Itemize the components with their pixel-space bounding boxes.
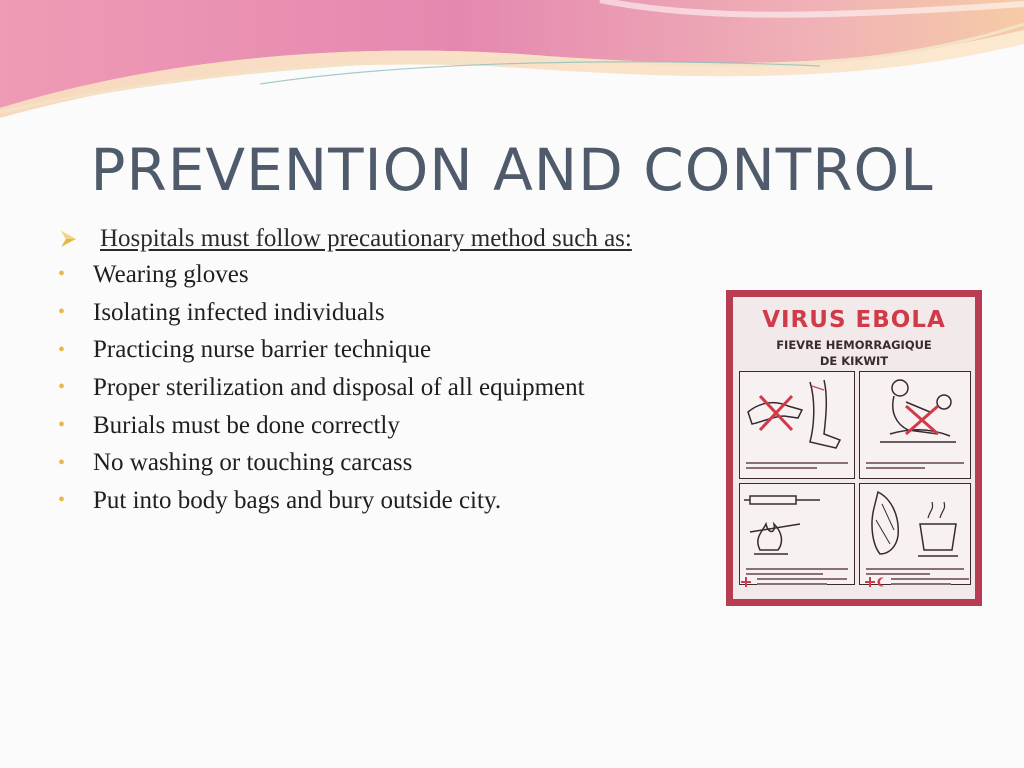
hand-touching-illustration-icon [740,372,854,458]
header-swoosh-decoration [0,0,1024,120]
list-item [58,256,718,294]
red-cross-icon [865,577,875,587]
dot-bullet-icon: • [58,263,66,286]
bullet-text: Practicing nurse barrier technique [93,336,432,364]
dot-bullet-icon: • [58,338,66,361]
bullet-text: No washing or touching carcass [93,449,413,477]
poster-title: VIRUS EBOLA [762,307,946,333]
list-item [58,369,718,407]
list-item [58,407,718,445]
content-area [58,222,718,520]
poster-inner [733,297,975,599]
bullet-list [58,256,718,520]
dot-bullet-icon: • [58,301,66,324]
poster-subtitle-line1: FIEVRE HEMORRAGIQUE [776,338,932,352]
poster-subtitle-line2: DE KIKWIT [819,354,889,368]
bullet-text: Wearing gloves [93,260,249,288]
arrow-bullet-icon [58,229,80,249]
bullet-text: Burials must be done correctly [93,411,400,439]
bullet-text: Put into body bags and bury outside city. [93,486,502,514]
syringe-fire-illustration-icon [740,484,854,564]
slide-title: PREVENTION AND CONTROL [90,136,934,204]
bullet-text: Isolating infected individuals [93,298,385,326]
bullet-text: Proper sterilization and disposal of all equipment [93,373,585,401]
intro-text: Hospitals must follow precautionary method such as: [100,225,632,252]
poster-panel-no-contact [859,371,971,479]
red-cross-icon [741,577,751,587]
poster-panel-no-touching [739,371,855,479]
ebola-poster-image [726,290,982,606]
intro-item [58,222,718,256]
dot-bullet-icon: • [58,489,66,512]
poster-panel-sterilization [739,483,855,585]
body-bag-pot-illustration-icon [860,484,970,564]
list-item [58,444,718,482]
poster-footer [741,573,967,593]
red-crescent-icon [877,577,887,587]
list-item [58,482,718,520]
dot-bullet-icon: • [58,414,66,437]
dot-bullet-icon: • [58,451,66,474]
caregiver-illustration-icon [860,372,970,458]
poster-panel-disposal [859,483,971,585]
dot-bullet-icon: • [58,376,66,399]
list-item [58,331,718,369]
list-item [58,294,718,332]
